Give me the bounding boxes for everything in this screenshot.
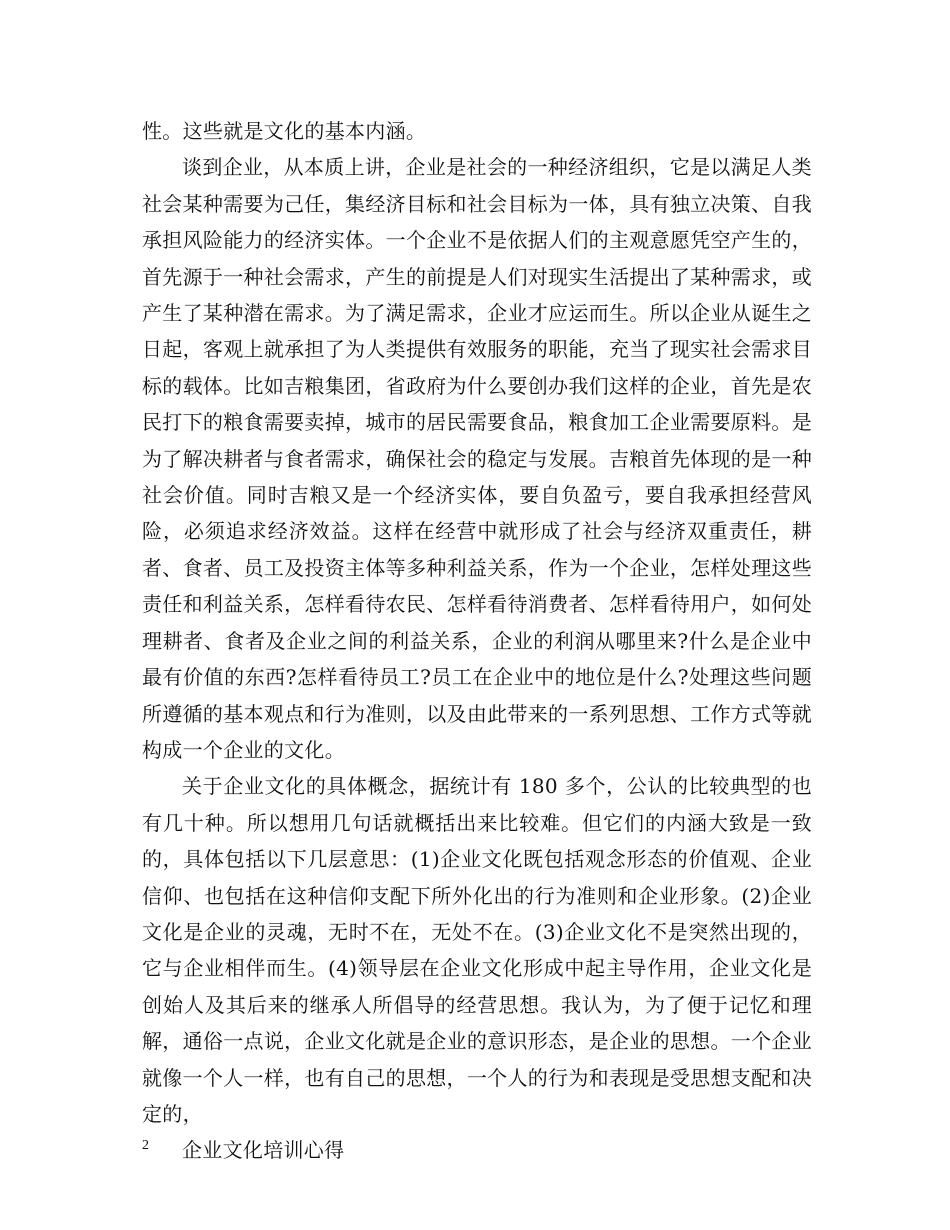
- paragraph-heading-line: 企业文化培训心得: [182, 1138, 345, 1163]
- paragraph-corporate-culture-concept: 关于企业文化的具体概念，据统计有 180 多个，公认的比较典型的也有几十种。所以想用几句话就概括出来比较难。但它们的内涵大致是一致的，具体包括以下几层意思：(1)企业文化既包括观念形态的价值观、企业信仰、也包括在这种信仰支配下所外化出的行为准则和企业形象。(2)企业文化是企业的灵魂，无时不在，无处不在。(3)企业文化不是突然出现的，它与企业相伴而生。(4)领导层在企业文化形成中起主导作用，企业文化是创始人及其后来的继承人所倡导的经营思想。我认为，为了便于记忆和理解，通俗一点说，企业文化就是企业的意识形态，是企业的思想。一个企业就像一个人一样，也有自己的思想，一个人的行为和表现是受思想支配和决定的，: [142, 774, 812, 1126]
- body-text: [142, 113, 812, 1169]
- paragraph-enterprise: 谈到企业，从本质上讲，企业是社会的一种经济组织，它是以满足人类社会某种需要为己任，集经济目标和社会目标为一体，具有独立决策、自我承担风险能力的经济实体。一个企业不是依据人们的主观意愿凭空产生的，首先源于一种社会需求，产生的前提是人们对现实生活提出了某种需求，或产生了某种潜在需求。为了满足需求，企业才应运而生。所以企业从诞生之日起，客观上就承担了为人类提供有效服务的职能，充当了现实社会需求目标的载体。比如吉粮集团，省政府为什么要创办我们这样的企业，首先是农民打下的粮食需要卖掉，城市的居民需要食品，粮食加工企业需要原料。是为了解决耕者与食者需求，确保社会的稳定与发展。吉粮首先体现的是一种社会价值。同时吉粮又是一个经济实体，要自负盈亏，要自我承担经营风险，必须追求经济效益。这样在经营中就形成了社会与经济双重责任，耕者、食者、员工及投资主体等多种利益关系，作为一个企业，怎样处理这些责任和利益关系，怎样看待农民、怎样看待消费者、怎样看待用户，如何处理耕者、食者及企业之间的利益关系，企业的利润从哪里来?什么是企业中最有价值的东西?怎样看待员工?员工在企业中的地位是什么?处理这些问题所遵循的基本观点和行为准则，以及由此带来的一系列思想、工作方式等就构成一个企业的文化。: [142, 155, 812, 762]
- paragraph-continuation: 性。这些就是文化的基本内涵。: [142, 119, 427, 143]
- page-number: 2: [142, 1138, 149, 1153]
